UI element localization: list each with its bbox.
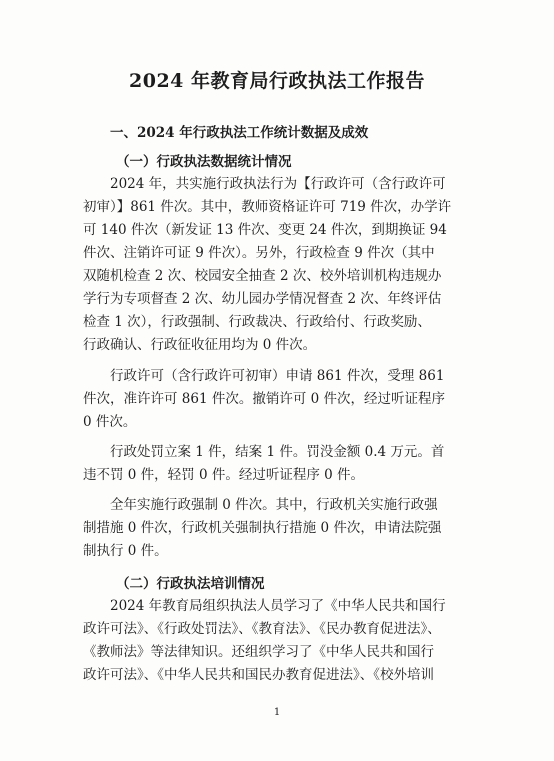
section-heading: 一、2024 年行政执法工作统计数据及成效 bbox=[110, 125, 369, 141]
paragraph-line: 双随机检查 2 次、校园安全抽查 2 次、校外培训机构违规办 bbox=[83, 268, 442, 284]
paragraph-line: 政许可法》、《行政处罚法》、《教育法》、《民办教育促进法》、 bbox=[83, 621, 441, 637]
paragraph-line: 违不罚 0 件，轻罚 0 件。经过听证程序 0 件。 bbox=[83, 467, 365, 483]
paragraph-line: 2024 年，共实施行政执法行为【行政许可（含行政许可 bbox=[110, 176, 446, 192]
page-number: 1 bbox=[273, 707, 281, 718]
paragraph-line: 政许可法》、《中华人民共和国民办教育促进法》、《校外培训 bbox=[83, 667, 434, 683]
paragraph-line: 件次、注销许可证 9 件次）。另外，行政检查 9 件次（其中 bbox=[83, 245, 435, 261]
paragraph-line: 全年实施行政强制 0 件次。其中，行政机关实施行政强 bbox=[110, 497, 438, 513]
paragraph-line: 行政许可（含行政许可初审）申请 861 件次，受理 861 bbox=[110, 368, 445, 384]
document-title: 2024 年教育局行政执法工作报告 bbox=[129, 70, 425, 92]
paragraph-line: 制执行 0 件。 bbox=[83, 543, 168, 559]
paragraph-line: 行政确认、行政征收征用均为 0 件次。 bbox=[83, 337, 317, 353]
paragraph-line: 初审）】861 件次。其中，教师资格证许可 719 件次，办学许 bbox=[83, 199, 452, 215]
paragraph-line: 行政处罚立案 1 件，结案 1 件。罚没金额 0.4 万元。首 bbox=[110, 444, 445, 460]
paragraph-line: 制措施 0 件次，行政机关强制执行措施 0 件次，申请法院强 bbox=[83, 520, 442, 536]
paragraph-line: 2024 年教育局组织执法人员学习了《中华人民共和国行 bbox=[110, 598, 446, 614]
subsection-heading: （二）行政执法培训情况 bbox=[116, 576, 265, 592]
paragraph-line: 0 件次。 bbox=[83, 414, 137, 430]
paragraph-line: 学行为专项督查 2 次、幼儿园办学情况督查 2 次、年终评估 bbox=[83, 291, 442, 307]
subsection-heading: （一）行政执法数据统计情况 bbox=[116, 154, 292, 170]
paragraph-line: 件次，准许许可 861 件次。撤销许可 0 件次，经过听证程序 bbox=[83, 391, 446, 407]
paragraph-line: 可 140 件次（新发证 13 件次、变更 24 件次，到期换证 94 bbox=[83, 222, 447, 238]
paragraph-line: 检查 1 次），行政强制、行政裁决、行政给付、行政奖励、 bbox=[83, 314, 431, 330]
paragraph-line: 《教师法》等法律知识。还组织学习了《中华人民共和国行 bbox=[83, 644, 434, 660]
